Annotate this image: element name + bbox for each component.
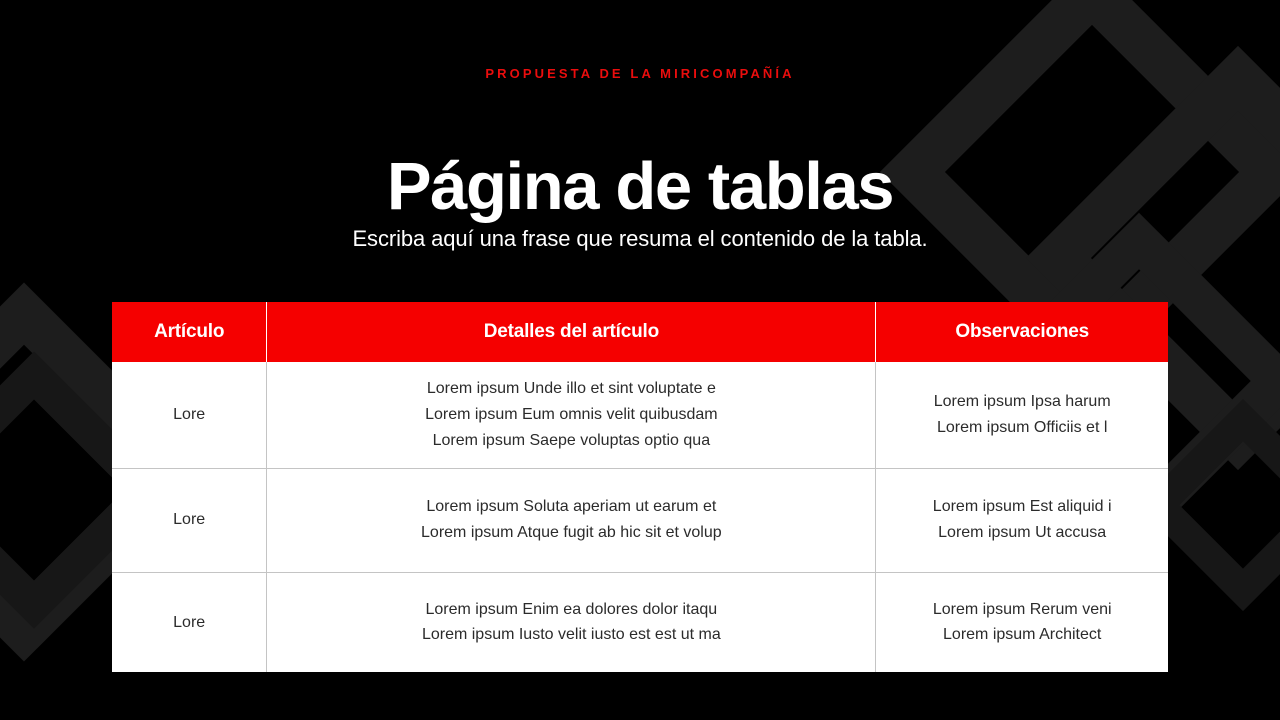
table-row bbox=[112, 572, 1168, 672]
cell-text-line: Lorem ipsum Iusto velit iusto est est ut ma bbox=[421, 626, 721, 644]
cell-text-line: Lorem ipsum Rerum veni bbox=[932, 600, 1112, 618]
table-row bbox=[112, 468, 1168, 572]
table-header-row bbox=[112, 302, 1168, 362]
cell-text-line: Lorem ipsum Unde illo et sint voluptate e bbox=[426, 380, 716, 397]
cell-text-line: Lorem ipsum Saepe voluptas optio qua bbox=[432, 431, 711, 449]
cell-detalles bbox=[267, 362, 876, 468]
cell-text-line: Lorem ipsum Atque fugit ab hic sit et volup bbox=[421, 524, 722, 542]
table-body bbox=[112, 362, 1168, 672]
cell-observaciones bbox=[876, 572, 1168, 672]
cell-text-line: Lorem ipsum Soluta aperiam ut earum et bbox=[426, 498, 717, 516]
data-table-container bbox=[112, 302, 1168, 672]
cell-observaciones bbox=[876, 362, 1168, 468]
table-header bbox=[112, 302, 1168, 362]
cell-text-line: Lorem ipsum Architect bbox=[943, 626, 1102, 644]
column-header-observaciones: Observaciones bbox=[876, 302, 1168, 362]
cell-observaciones bbox=[876, 468, 1168, 572]
page-title: Página de tablas bbox=[386, 148, 894, 224]
cell-articulo: Lore bbox=[112, 468, 267, 572]
data-table bbox=[112, 302, 1168, 672]
cell-text-line: Lorem ipsum Eum omnis velit quibusdam bbox=[425, 405, 718, 423]
column-header-detalles: Detalles del artículo bbox=[267, 302, 876, 362]
cell-text-line: Lorem ipsum Enim ea dolores dolor itaqu bbox=[425, 600, 718, 618]
cell-articulo: Lore bbox=[112, 362, 267, 468]
cell-articulo: Lore bbox=[112, 572, 267, 672]
column-header-articulo: Artículo bbox=[112, 302, 267, 362]
cell-text-line: Lorem ipsum Ut accusa bbox=[938, 524, 1107, 542]
cell-detalles bbox=[267, 572, 876, 672]
cell-detalles bbox=[267, 468, 876, 572]
cell-text-line: Lorem ipsum Ipsa harum bbox=[933, 392, 1111, 410]
slide-subtitle: Escriba aquí una frase que resuma el contenido de la tabla. bbox=[352, 226, 928, 251]
cell-text-line: Lorem ipsum Est aliquid i bbox=[932, 498, 1112, 516]
cell-text-line: Lorem ipsum Officiis et l bbox=[936, 418, 1108, 436]
table-row bbox=[112, 362, 1168, 468]
eyebrow-label: PROPUESTA DE LA MIRICOMPAÑÍA bbox=[485, 66, 795, 81]
